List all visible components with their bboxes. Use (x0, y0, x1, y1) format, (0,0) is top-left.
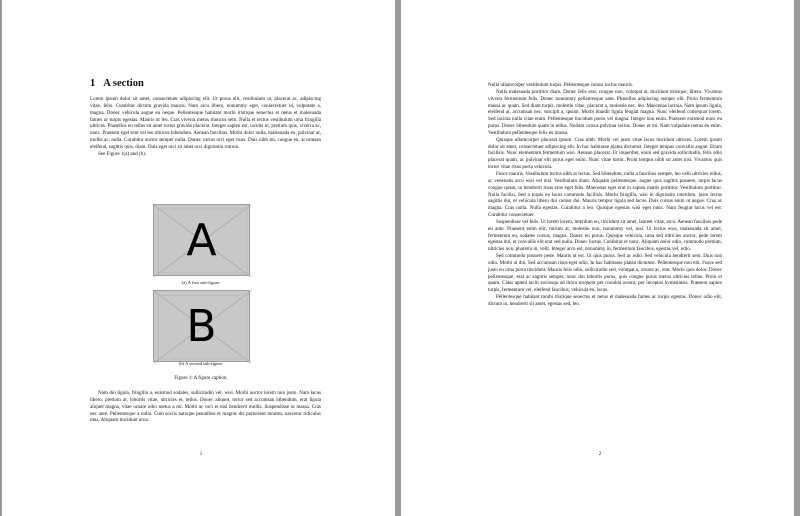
paragraph: Pellentesque habitant morbi tristique senectus et netus et malesuada fames ac turpis egestas. Donec odio elit, dictum in, hendrerit sit amet, egestas sed, leo. (488, 294, 722, 307)
subfigure-a-caption: (a) A first sub-figure. (181, 280, 221, 285)
section-title: A section (103, 78, 144, 89)
paragraph: Quisque ullamcorper placerat ipsum. Cras nibh. Morbi vel justo vitae lacus tincidunt ultrices. Lorem ipsum dolor sit amet, consectetuer adipiscing elit. In hac habitasse platea dictumst. Integer tempus convallis augue. Etiam facilisis. Nunc elementum fermentum wisi. Aenean placerat. Ut imperdiet, enim sed gravida sollicitudin, felis odio placerat quam, ac pulvinar elit purus eget enim. Nunc vitae tortor. Proin tempus nibh sit amet nisl. Vivamus quis tortor vitae risus porta vehicula. (488, 136, 722, 171)
paragraph: Sed commodo posuere pede. Mauris ut est. Ut quis purus. Sed ac odio. Sed vehicula hendrerit sem. Duis non odio. Morbi ut dui. Sed accumsan risus eget odio. In hac habitasse platea dictumst. Pellentesque non elit. Fusce sed justo eu urna porta tincidunt. Mauris felis odio, sollicitudin sed, volutpat a, ornare ac, erat. Morbi quis dolor. Donec pellentesque, erat ac sagittis semper, nunc dui lobortis purus, quis congue purus metus ultricies tellus. Proin et quam. Class aptent taciti sociosqu ad litora torquent per conubia nostra, per inceptos hymenaeos. Praesent sapien turpis, fermentum vel, eleifend faucibus, vehicula eu, lacus. (488, 253, 722, 294)
intro-text (90, 96, 321, 158)
section-number: 1 (90, 78, 96, 89)
subfigure-b-caption: (b) A second sub-figure. (178, 361, 224, 366)
paragraph: Lorem ipsum dolor sit amet, consectetuer adipiscing elit. Ut purus elit, vestibulum ut, placerat ac, adipiscing vitae, felis. Curabitur dictum gravida mauris. Nam arcu libero, nonummy eget, consectetuer id, vulputate a, magna. Donec vehicula augue eu neque. Pellentesque habitant morbi tristique senectus et netus et malesuada fames ac turpis egestas. Mauris ut leo. Cras viverra metus rhoncus sem. Nulla et lectus vestibulum urna fringilla ultrices. Phasellus eu tellus sit amet tortor gravida placerat. Integer sapien est, iaculis in, pretium quis, viverra ac, nunc. Praesent eget sem vel leo ultrices bibendum. Aenean faucibus. Morbi dolor nulla, malesuada eu, pulvinar at, mollis ac, nulla. Curabitur auctor semper nulla. Donec varius orci eget risus. Duis nibh mi, congue eu, accumsan eleifend, sagittis quis, diam. Duis eget orci sit amet orci dignissim rutrum. (90, 96, 321, 150)
body-text (488, 82, 722, 308)
subfigure-b-image (153, 290, 250, 362)
section-heading (90, 78, 144, 90)
figure-caption: Figure 1: A figure caption. (174, 375, 228, 381)
paragraph: Fusce mauris. Vestibulum luctus nibh at lectus. Sed bibendum, nulla a faucibus semper, leo velit ultricies tellus, ac venenatis arcu wisi vel nisl. Vestibulum diam. Aliquam pellentesque, augue quis sagittis posuere, turpis lacus congue quam, in hendrerit risus eros eget felis. Maecenas eget erat in sapien mattis porttitor. Vestibulum porttitor. Nulla facilisi. Sed a turpis eu lacus commodo facilisis. Morbi fringilla, wisi in dignissim interdum, justo lectus sagittis dui, et vehicula libero dui cursus dui. Mauris tempor ligula sed lacus. Duis cursus enim ut augue. Cras ac magna. Cras nulla. Nulla egestas. Curabitur a leo. Quisque egestas wisi eget nunc. Nam feugiat lacus vel est. Curabitur consectetuer. (488, 170, 722, 219)
figure-reference: See Figure 1(a) and (b). (98, 150, 147, 157)
closing-text (90, 390, 321, 424)
paragraph: Nam dui ligula, fringilla a, euismod sodales, sollicitudin vel, wisi. Morbi auctor lorem non justo. Nam lacus libero, pretium at, lobortis vitae, ultricies et, tellus. Donec aliquet, tortor sed accumsan bibendum, erat ligula aliquet magna, vitae ornare odio metus a mi. Morbi ac orci et nisl hendrerit mollis. Suspendisse ut massa. Cras nec ante. Pellentesque a nulla. Cum sociis natoque penatibus et magnis dis parturient montes, nascetur ridiculus mus. Aliquam tincidunt urna. (90, 390, 321, 424)
paragraph: Nulla malesuada porttitor diam. Donec felis erat, congue non, volutpat at, tincidunt tristique, libero. Vivamus viverra fermentum felis. Donec nonummy pellentesque ante. Phasellus adipiscing semper elit. Proin fermentum massa ac quam. Sed diam turpis, molestie vitae, placerat a, molestie nec, leo. Maecenas lacinia. Nam ipsum ligula, eleifend at, accumsan nec, suscipit a, ipsum. Morbi blandit ligula feugiat magna. Nunc eleifend consequat lorem. Sed lacinia nulla vitae enim. Pellentesque tincidunt purus vel magna. Integer non enim. Praesent euismod nunc eu purus. Donec bibendum quam in tellus. Nullam cursus pulvinar lectus. Donec et mi. Nam vulputate metus eu enim. Vestibulum pellentesque felis eu massa. (488, 88, 722, 136)
subfigure-a-letter: A (186, 215, 217, 266)
page-number: 2 (598, 452, 602, 457)
document-page-2 (401, 0, 794, 516)
subfigure-a-image (153, 204, 250, 276)
paragraph: Suspendisse vel felis. Ut lorem lorem, interdum eu, tincidunt sit amet, laoreet vitae, arcu. Aenean faucibus pede eu ante. Praesent enim elit, rutrum at, molestie non, nonummy vel, nisl. Ut lectus eros, malesuada sit amet, fermentum eu, sodales cursus, magna. Donec eu purus. Quisque vehicula, urna sed ultricies auctor, pede lorem egestas dui, et convallis elit erat sed nulla. Donec luctus. Curabitur et nunc. Aliquam dolor odio, commodo pretium, ultricies non, pharetra in, velit. Integer arcu est, nonummy in, fermentum faucibus, egestas vel, odio. (488, 218, 722, 253)
document-page-1 (2, 0, 395, 516)
page-number: 1 (199, 452, 203, 457)
paragraph: Nulla ullamcorper vestibulum turpis. Pellentesque cursus luctus mauris. (488, 82, 634, 88)
subfigure-b-letter: B (186, 301, 217, 352)
